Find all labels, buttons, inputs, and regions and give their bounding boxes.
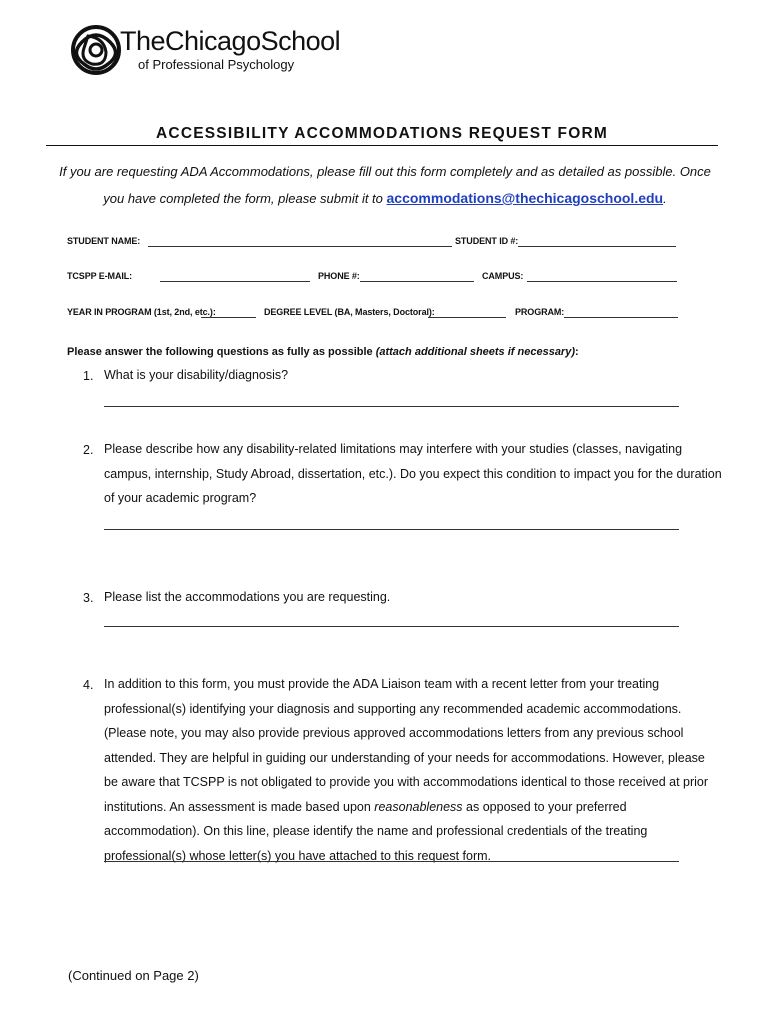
email-field[interactable] (160, 281, 310, 282)
question-2-text: Please describe how any disability-related limitations may interfere with your studies (classes, navigating campus, internship, Study Abroad, dissertation, etc.). Do you expect this condition to impact you for the duration of your academic program? (104, 442, 722, 505)
question-4-text-italic: reasonableness (374, 799, 463, 814)
question-1-number: 1. (83, 369, 94, 383)
instructions-note: (attach additional sheets if necessary) (375, 346, 575, 358)
logo-subtitle: of Professional Psychology (138, 57, 295, 72)
instructions-main: Please answer the following questions as fully as possible (67, 346, 376, 358)
year-label: YEAR IN PROGRAM (1st, 2nd, etc.): (67, 307, 216, 317)
question-3-answer-line[interactable] (104, 626, 679, 627)
intro-line-2-prefix: you have completed the form, please submit it to (103, 191, 387, 206)
question-4-answer-line[interactable] (104, 861, 679, 862)
email-link[interactable]: accommodations@thechicagoschool.edu (386, 190, 664, 206)
instructions (67, 346, 579, 358)
form-title: ACCESSIBILITY ACCOMMODATIONS REQUEST FORM (156, 125, 608, 142)
phone-label: PHONE #: (318, 271, 360, 281)
question-1-answer-line[interactable] (104, 406, 679, 407)
question-4-text-b: as opposed to your preferred accommodation). On this line, please identify the name and professional credentials of the treating professional(s) whose letter(s) you have attached to this request form. (104, 799, 648, 863)
student-name-label: STUDENT NAME: (67, 236, 141, 246)
question-4-number: 4. (83, 678, 94, 692)
campus-field[interactable] (527, 281, 677, 282)
intro-line-1: If you are requesting ADA Accommodations, please fill out this form completely and as detailed as possible. Once (59, 164, 711, 179)
student-id-field[interactable] (518, 246, 676, 247)
degree-field[interactable] (428, 317, 506, 318)
degree-label: DEGREE LEVEL (BA, Masters, Doctoral): (264, 307, 435, 317)
intro-line-2-suffix: . (663, 191, 667, 206)
question-3-text: Please list the accommodations you are requesting. (104, 590, 391, 604)
question-3-number: 3. (83, 591, 94, 605)
instructions-colon: : (575, 346, 579, 358)
question-4-text (104, 672, 718, 868)
campus-label: CAMPUS: (482, 271, 524, 281)
form-title-wrap (46, 125, 718, 143)
celtic-knot-logo-icon (70, 24, 122, 76)
year-field[interactable] (201, 317, 256, 318)
phone-field[interactable] (360, 281, 474, 282)
student-id-label: STUDENT ID #: (455, 236, 519, 246)
question-1-text: What is your disability/diagnosis? (104, 368, 289, 382)
question-2-number: 2. (83, 443, 94, 457)
question-2-answer-line[interactable] (104, 529, 679, 530)
email-label: TCSPP E-MAIL: (67, 271, 133, 281)
continued-footer: (Continued on Page 2) (68, 968, 199, 983)
title-rule (46, 145, 718, 146)
program-label: PROGRAM: (515, 307, 565, 317)
question-4-text-a: In addition to this form, you must provide the ADA Liaison team with a recent letter from your treating professional(s) identifying your diagnosis and supporting any recommended academic accommodations. (Please note, you may also provide previous approved accommodations letters from any previous school attended. They are helpful in guiding our understanding of your needs for accommodations. However, please be aware that TCSPP is not obligated to provide you with accommodations identical to those received at prior institutions. An assessment is made based upon (104, 677, 709, 814)
program-field[interactable] (564, 317, 678, 318)
intro-line-2 (40, 190, 730, 206)
logo-name: TheChicagoSchool (120, 26, 341, 56)
student-name-field[interactable] (148, 246, 452, 247)
